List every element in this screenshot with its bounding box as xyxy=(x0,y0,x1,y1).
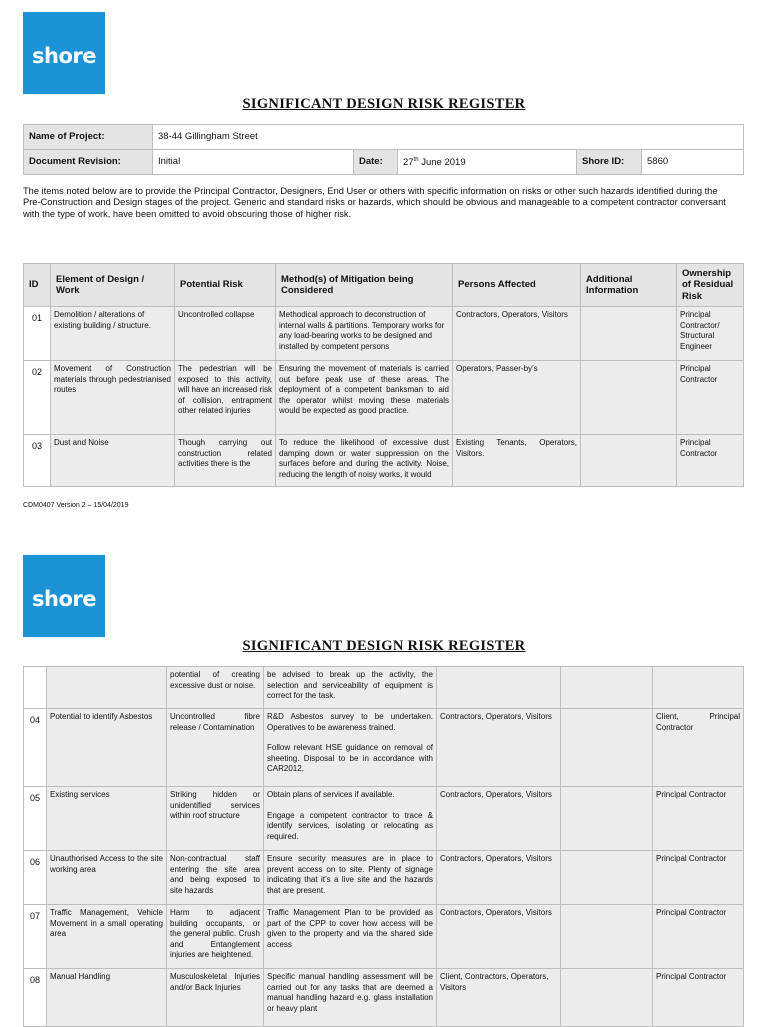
row-persons: Contractors, Operators, Visitors xyxy=(437,787,561,851)
row-owner: Principal Contractor/ Structural Engineer xyxy=(677,307,744,361)
col-element: Element of Design / Work xyxy=(51,264,175,307)
row-mitigation: Ensure security measures are in place to prevent access on to site. Plenty of signage indicating that it’s a live site and the hazards that are present. xyxy=(264,851,437,905)
row-risk: potential of creating excessive dust or noise. xyxy=(167,667,264,709)
table-row xyxy=(24,361,744,435)
row-info xyxy=(581,361,677,435)
row-risk: Uncontrolled collapse xyxy=(175,307,276,361)
row-id: 05 xyxy=(24,787,47,851)
row-id: 03 xyxy=(24,435,51,487)
row-id: 01 xyxy=(24,307,51,361)
row-persons: Contractors, Operators, Visitors xyxy=(437,905,561,969)
table-row xyxy=(24,307,744,361)
row-id: 04 xyxy=(24,709,47,787)
table-row xyxy=(24,787,744,851)
row-info xyxy=(581,307,677,361)
row-element: Movement of Construction materials through pedestrianised routes xyxy=(51,361,175,435)
col-mitigation: Method(s) of Mitigation being Considered xyxy=(276,264,453,307)
row-persons: Existing Tenants, Operators, Visitors. xyxy=(453,435,581,487)
row-mitigation xyxy=(264,709,437,787)
row-risk: Harm to adjacent building occupants, or the general public. Crush and Entanglement injuries are heightened. xyxy=(167,905,264,969)
row-risk: Though carrying out construction related activities there is the xyxy=(175,435,276,487)
row-risk: Non-contractual staff entering the site area and being exposed to site hazards xyxy=(167,851,264,905)
table-row xyxy=(24,851,744,905)
row-mitigation: be advised to break up the activity, the selection and serviceability of equipment is correct for the task. xyxy=(264,667,437,709)
row-id: 02 xyxy=(24,361,51,435)
shore-logo: shore xyxy=(23,12,105,94)
row-element: Potential to identify Asbestos xyxy=(47,709,167,787)
page-title: SIGNIFICANT DESIGN RISK REGISTER xyxy=(242,96,526,112)
row-risk: Striking hidden or unidentified services within roof structure xyxy=(167,787,264,851)
mitigation-para-2: Follow relevant HSE guidance on removal of sheeting. Disposal to be in accordance with CAR2012. xyxy=(267,743,433,774)
row-info xyxy=(561,905,653,969)
col-persons: Persons Affected xyxy=(453,264,581,307)
row-risk: The pedestrian will be exposed to this activity, will have an increased risk of collision, entrapment other related injuries xyxy=(175,361,276,435)
continued-row xyxy=(24,667,744,709)
row-id: 06 xyxy=(24,851,47,905)
table-row xyxy=(24,709,744,787)
col-id: ID xyxy=(24,264,51,307)
intro-paragraph: The items noted below are to provide the Principal Contractor, Designers, End User or others with specific information on risks or other such hazards identified during the Pre-Construction and Design stages of the project. Generic and standard risks or hazards, which should be obvious and manageable to a competent contractor conversant with the type of work, have been omitted to avoid obscuring those of higher risk. xyxy=(23,186,726,219)
header-row xyxy=(24,264,744,307)
row-info xyxy=(581,435,677,487)
row-info xyxy=(561,667,653,709)
row-owner: Principal Contractor xyxy=(653,787,744,851)
row-mitigation: To reduce the likelihood of excessive dust damping down or water suppression on the surfaces before and during the activity. Noise, reducing the length of noisy works, it would xyxy=(276,435,453,487)
row-mitigation: Specific manual handling assessment will be carried out for any tasks that are deemed a manual handling hazard e.g. glass installation or heavy plant xyxy=(264,969,437,1027)
row-persons: Contractors, Operators, Visitors xyxy=(437,709,561,787)
row-info xyxy=(561,787,653,851)
mitigation-para-1: Obtain plans of services if available. xyxy=(267,790,395,799)
row-element: Manual Handling xyxy=(47,969,167,1027)
table-row xyxy=(24,905,744,969)
row-owner: Principal Contractor xyxy=(677,361,744,435)
row-owner xyxy=(653,667,744,709)
date-rest: June 2019 xyxy=(418,157,466,169)
row-element xyxy=(47,667,167,709)
row-persons: Client, Contractors, Operators, Visitors xyxy=(437,969,561,1027)
shore-logo: shore xyxy=(23,555,105,637)
row-id: 07 xyxy=(24,905,47,969)
revision-value: Initial xyxy=(153,150,354,175)
row-element: Demolition / alterations of existing building / structure. xyxy=(51,307,175,361)
row-mitigation: Traffic Management Plan to be provided as part of the CPP to cover how access will be given to the property and via the shared side access xyxy=(264,905,437,969)
row-risk: Musculoskeletal Injuries and/or Back Injuries xyxy=(167,969,264,1027)
row-mitigation: Ensuring the movement of materials is carried out before peak use of these areas. The deployment of a competent banksman to aid the operator whilst moving these materials would be expected as good practice. xyxy=(276,361,453,435)
row-info xyxy=(561,969,653,1027)
row-element: Existing services xyxy=(47,787,167,851)
row-persons: Contractors, Operators, Visitors xyxy=(437,851,561,905)
project-info-table xyxy=(23,124,744,175)
col-owner: Ownership of Residual Risk xyxy=(677,264,744,307)
row-element: Traffic Management, Vehicle Movement in a small operating area xyxy=(47,905,167,969)
shore-id-value: 5860 xyxy=(642,150,744,175)
project-name-label: Name of Project: xyxy=(24,125,153,150)
table-row xyxy=(24,969,744,1027)
row-info xyxy=(561,851,653,905)
row-owner: Principal Contractor xyxy=(653,905,744,969)
col-risk: Potential Risk xyxy=(175,264,276,307)
row-persons: Operators, Passer-by’s xyxy=(453,361,581,435)
risk-table-page2 xyxy=(23,666,744,1027)
row-mitigation: Methodical approach to deconstruction of internal walls & partitions. Temporary works for any load-bearing works to be designed and installed by competent persons xyxy=(276,307,453,361)
revision-label: Document Revision: xyxy=(24,150,153,175)
risk-table-page1 xyxy=(23,263,744,487)
table-row xyxy=(24,435,744,487)
row-persons: Contractors, Operators, Visitors xyxy=(453,307,581,361)
document-footer: CDM0407 Version 2 – 15/04/2019 xyxy=(23,502,129,509)
project-name-value: 38-44 Gillingham Street xyxy=(153,125,744,150)
row-owner: Principal Contractor xyxy=(677,435,744,487)
date-day: 27 xyxy=(403,157,414,169)
shore-id-label: Shore ID: xyxy=(577,150,642,175)
row-mitigation xyxy=(264,787,437,851)
page-title: SIGNIFICANT DESIGN RISK REGISTER xyxy=(242,638,526,654)
mitigation-para-2: Engage a competent contractor to trace & identify services, isolating or relocating as required. xyxy=(267,810,433,841)
date-label: Date: xyxy=(354,150,398,175)
row-info xyxy=(561,709,653,787)
row-element: Dust and Noise xyxy=(51,435,175,487)
row-owner: Principal Contractor xyxy=(653,851,744,905)
col-info: Additional Information xyxy=(581,264,677,307)
row-owner: Principal Contractor xyxy=(653,969,744,1027)
date-suffix: th xyxy=(413,157,419,164)
row-element: Unauthorised Access to the site working area xyxy=(47,851,167,905)
mitigation-para-1: R&D Asbestos survey to be undertaken. Operatives to be awareness trained. xyxy=(267,712,433,732)
row-risk: Uncontrolled fibre release / Contamination xyxy=(167,709,264,787)
row-id: 08 xyxy=(24,969,47,1027)
row-id xyxy=(24,667,47,709)
row-persons xyxy=(437,667,561,709)
date-value xyxy=(398,150,577,175)
row-owner: Client, Principal Contractor xyxy=(653,709,744,787)
